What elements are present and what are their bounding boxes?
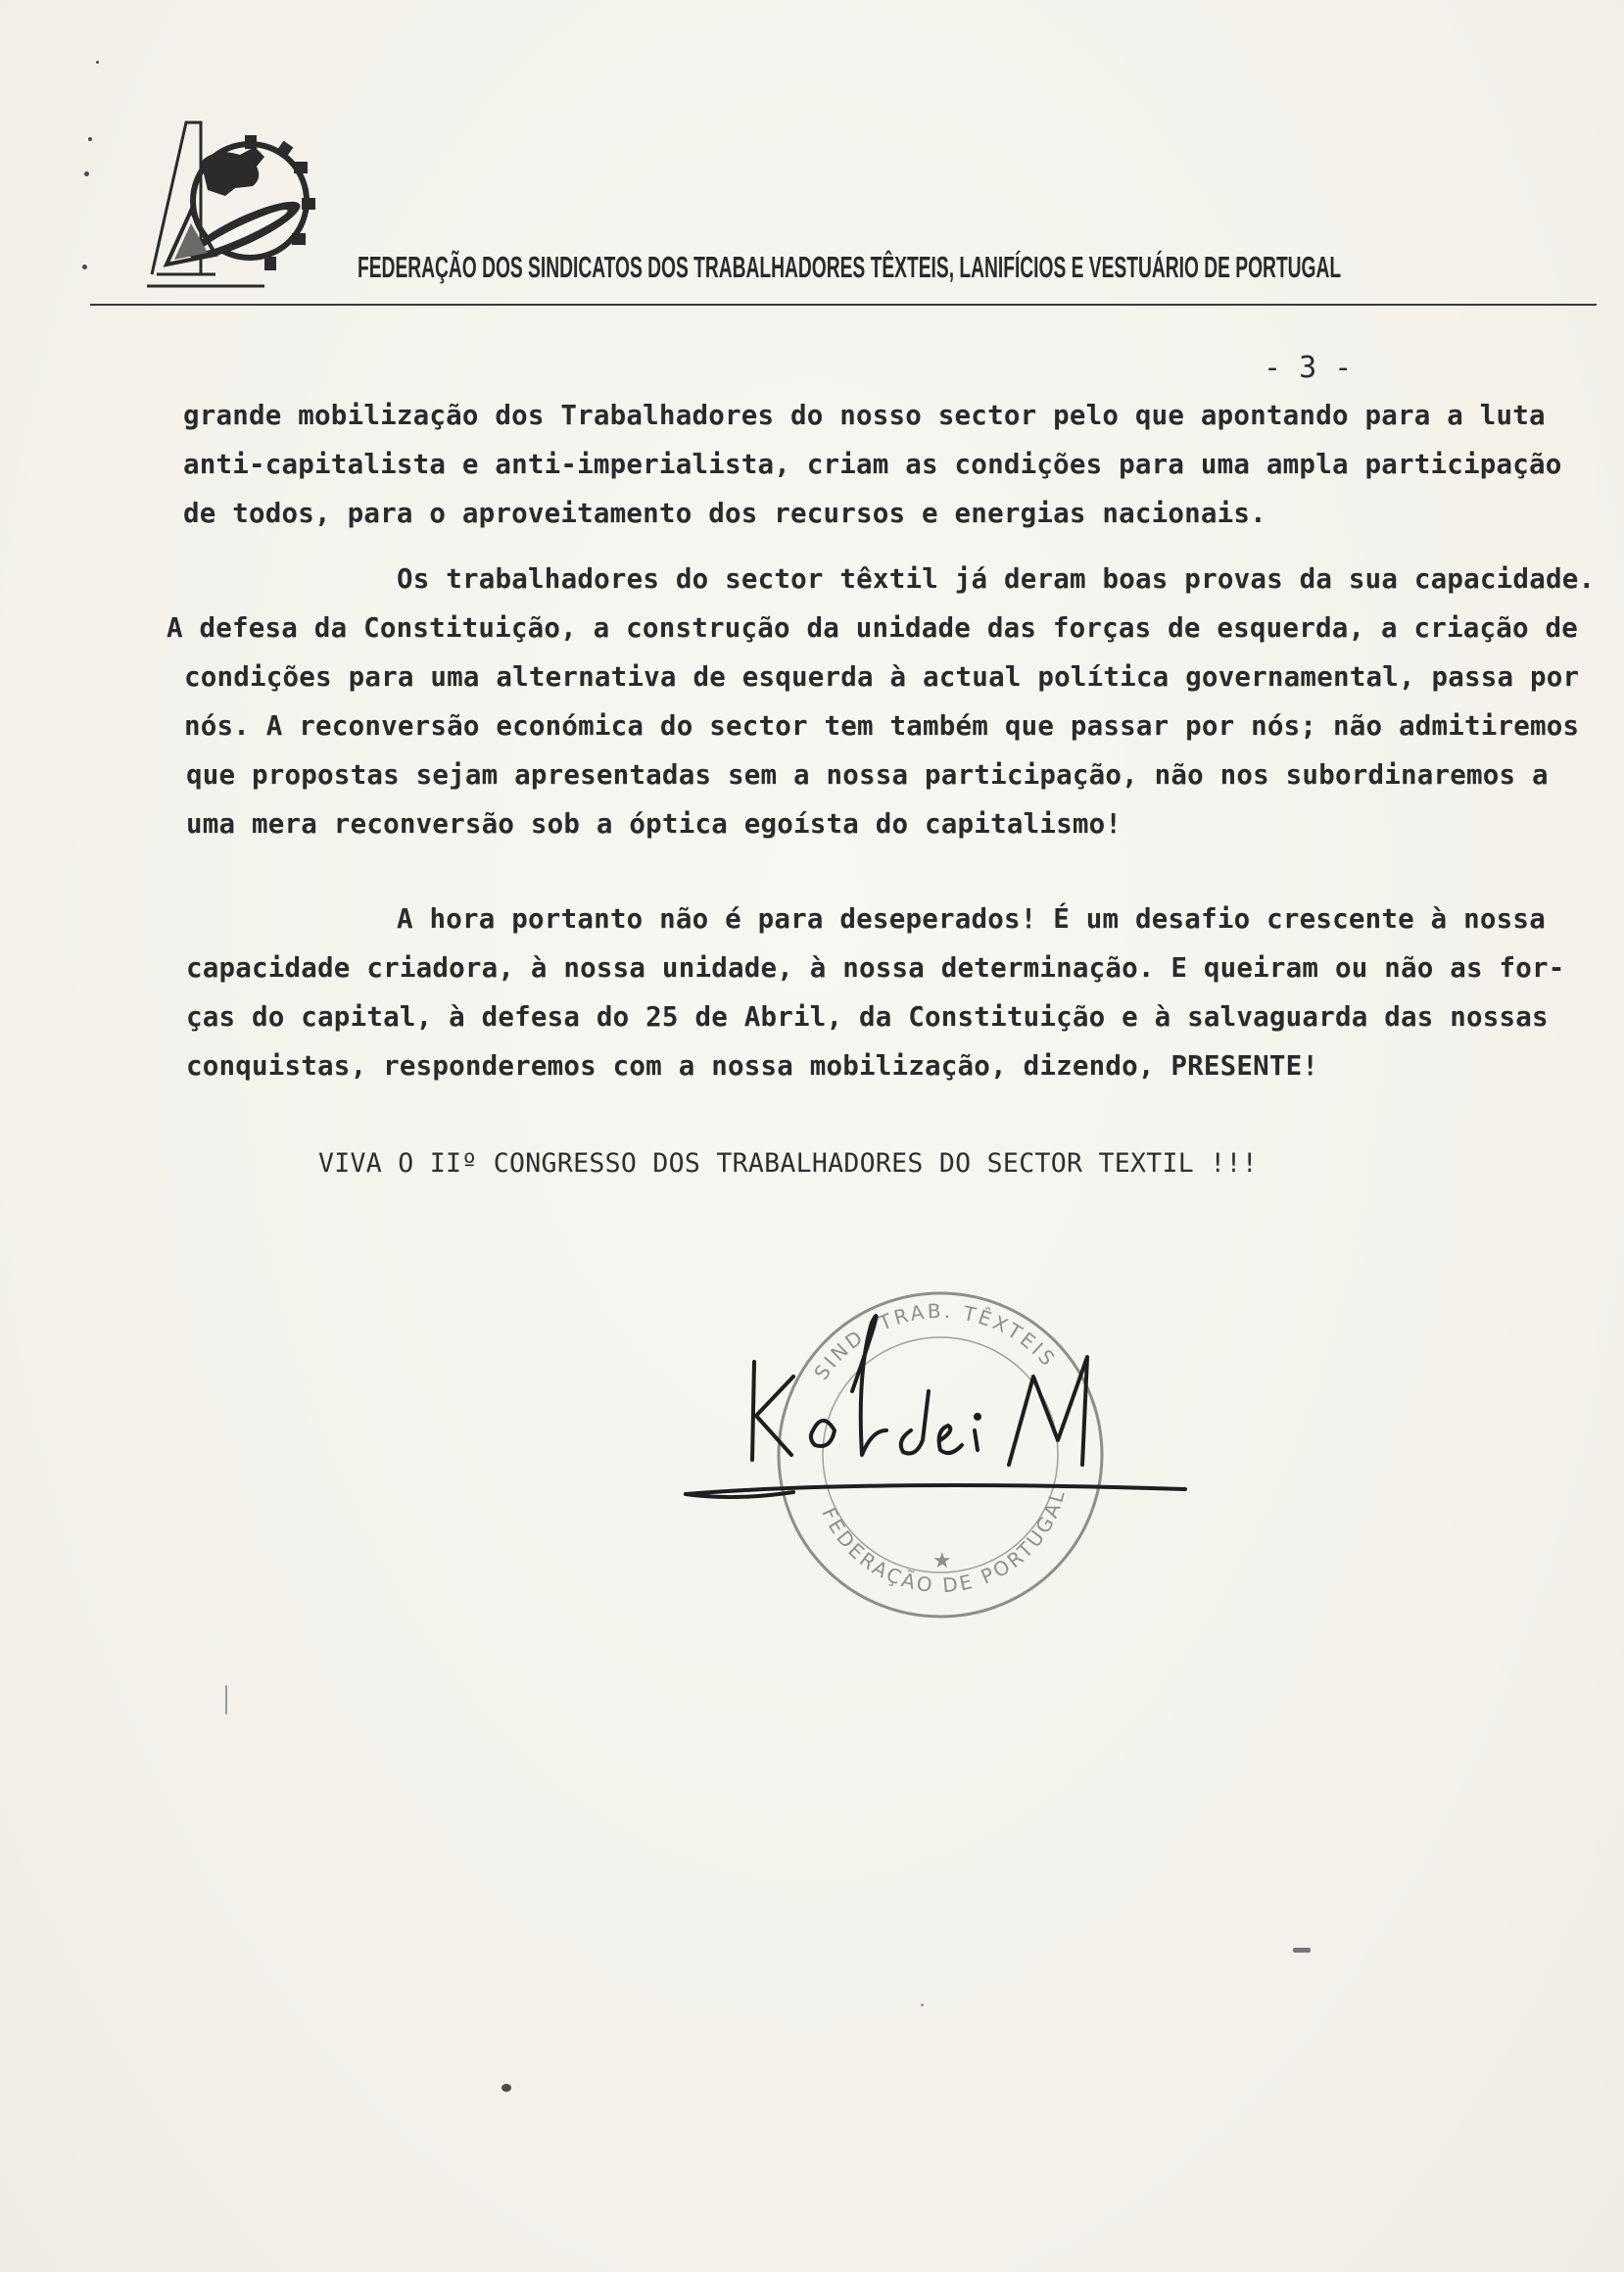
scan-speck — [225, 1685, 227, 1715]
body-line: A hora portanto não é para deseperados! É um desafio crescente à nossa — [397, 903, 1546, 935]
body-line: condições para uma alternativa de esquerda à actual política governamental, passa por — [184, 661, 1580, 693]
scan-speck — [82, 265, 87, 269]
body-line: anti-capitalista e anti-imperialista, criam as condições para uma ampla participação — [183, 449, 1562, 480]
page-number: - 3 - — [1264, 351, 1353, 385]
official-stamp — [779, 1293, 1102, 1617]
star-icon: ★ — [932, 1549, 952, 1573]
body-line: uma mera reconversão sob a óptica egoísta do capitalismo! — [186, 808, 1122, 840]
scan-speck — [1293, 1948, 1311, 1953]
scan-speck — [84, 171, 89, 176]
scan-speck — [88, 137, 92, 141]
stamp-text-bottom: FEDERAÇÃO DE PORTUGAL — [817, 1485, 1071, 1598]
stamp-text-top: SIND. TRAB. TÊXTEIS — [809, 1298, 1062, 1384]
body-line: grande mobilização dos Trabalhadores do nosso sector pelo que apontando para a luta — [183, 400, 1546, 431]
scan-speck — [921, 2004, 924, 2006]
body-line: A defesa da Constituição, a construção da unidade das forças de esquerda, a criação de — [167, 612, 1579, 644]
body-line: Os trabalhadores do sector têxtil já deram boas provas da sua capacidade. — [397, 563, 1596, 595]
body-line: capacidade criadora, à nossa unidade, à nossa determinação. E queiram ou não as for- — [186, 952, 1565, 984]
body-line: conquistas, responderemos com a nossa mobilização, dizendo, PRESENTE! — [186, 1050, 1319, 1082]
organization-name: FEDERAÇÃO DOS SINDICATOS DOS TRABALHADORES TÊXTEIS, LANIFÍCIOS E VESTUÁRIO DE PORTUGAL — [358, 250, 1342, 284]
federation-logo — [147, 118, 323, 299]
closing-slogan: VIVA O IIº CONGRESSO DOS TRABALHADORES DO SECTOR TEXTIL !!! — [318, 1148, 1259, 1179]
scan-speck — [96, 61, 99, 64]
body-line: de todos, para o aproveitamento dos recursos e energias nacionais. — [183, 498, 1266, 529]
body-line: nós. A reconversão económica do sector tem também que passar por nós; não admitiremos — [184, 710, 1580, 742]
scan-speck — [502, 2084, 511, 2092]
animal-icon — [201, 147, 264, 196]
svg-text:FEDERAÇÃO DE PORTUGAL — [817, 1485, 1070, 1597]
handwritten-signature — [686, 1316, 1185, 1497]
header-divider — [90, 304, 1597, 306]
signature-and-stamp — [676, 1283, 1205, 1666]
body-line: que propostas sejam apresentadas sem a nossa participação, não nos subordinaremos a — [186, 759, 1549, 791]
body-line: ças do capital, à defesa do 25 de Abril, da Constituição e à salvaguarda das nossas — [186, 1001, 1549, 1033]
